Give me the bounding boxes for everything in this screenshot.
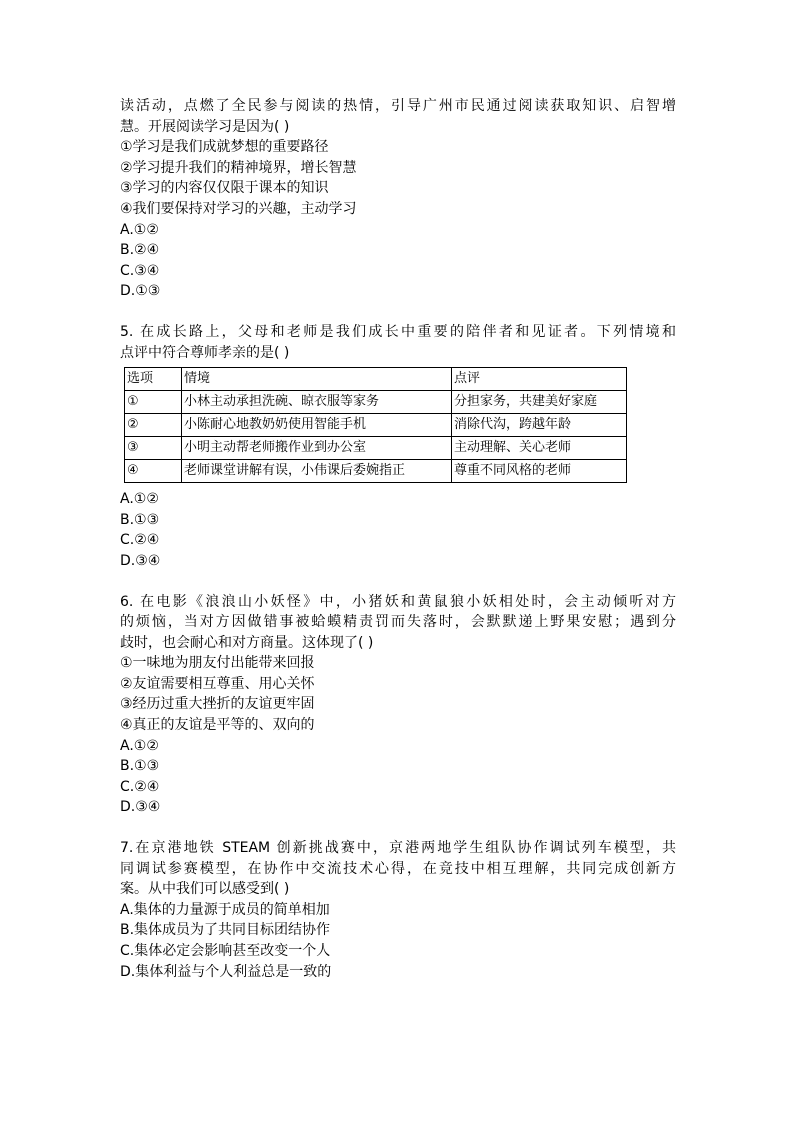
table-row <box>125 460 627 483</box>
question-stem-line: 歧时，也会耐心和对方商量。这体现了( ) <box>120 634 374 651</box>
table-row <box>125 437 627 460</box>
table-header-cell: 选项 <box>125 368 182 391</box>
statement-item: ③学习的内容仅仅限于课本的知识 <box>120 180 329 197</box>
table-cell: 小林主动承担洗碗、晾衣服等家务 <box>182 391 452 414</box>
answer-option: B.集体成员为了共同目标团结协作 <box>120 922 331 939</box>
answer-option: D.③④ <box>120 799 161 816</box>
table-cell: 消除代沟，跨越年龄 <box>452 414 627 437</box>
question-4 <box>120 96 676 302</box>
statement-item: ②友谊需要相互尊重、用心关怀 <box>120 675 315 692</box>
table-cell: ③ <box>125 437 182 460</box>
table-header-row <box>125 368 627 391</box>
table-cell: 小陈耐心地教奶奶使用智能手机 <box>182 414 452 437</box>
statement-item: ①学习是我们成就梦想的重要路径 <box>120 139 329 156</box>
statement-item: ④真正的友谊是平等的、双向的 <box>120 717 315 734</box>
answer-option: C.集体必定会影响甚至改变一个人 <box>120 943 331 959</box>
table-header-cell: 点评 <box>452 368 627 391</box>
table-cell: 分担家务，共建美好家庭 <box>452 391 627 414</box>
table-cell: 小明主动帮老师搬作业到办公室 <box>182 437 452 460</box>
answer-option: A.①② <box>120 737 159 754</box>
statement-item: ②学习提升我们的精神境界，增长智慧 <box>120 159 357 176</box>
question-stem-line: 5. 在成长路上，父母和老师是我们成长中重要的陪伴者和见证者。下列情境和 <box>120 323 676 340</box>
table-row <box>125 391 627 414</box>
question-stem-line: 读活动，点燃了全民参与阅读的热情，引导广州市民通过阅读获取知识、启智增 <box>120 98 676 114</box>
answer-option: B.②④ <box>120 242 160 259</box>
statement-item: ④我们要保持对学习的兴趣，主动学习 <box>120 200 357 217</box>
question-stem-line: 点评中符合尊师孝亲的是( ) <box>120 344 290 361</box>
question-stem-line: 同调试参赛模型，在协作中交流技术心得，在竞技中相互理解，共同完成创新方 <box>120 860 676 877</box>
table-cell: 老师课堂讲解有误，小伟课后委婉指正 <box>182 460 452 483</box>
table-cell: ② <box>125 414 182 437</box>
table-row <box>125 414 627 437</box>
answer-option: D.①③ <box>120 283 161 300</box>
table-header-cell: 情境 <box>182 368 452 391</box>
answer-option: B.①③ <box>120 758 160 775</box>
document-page <box>120 96 676 982</box>
question-5 <box>120 322 676 572</box>
question-stem-line: 7.在京港地铁 STEAM 创新挑战赛中，京港两地学生组队协作调试列车模型，共 <box>120 840 676 857</box>
answer-option: D.③④ <box>120 552 161 569</box>
statement-item: ①一味地为朋友付出能带来回报 <box>120 655 315 672</box>
table-cell: ① <box>125 391 182 414</box>
answer-option: D.集体利益与个人利益总是一致的 <box>120 963 332 980</box>
statement-item: ③经历过重大挫折的友谊更牢固 <box>120 696 315 713</box>
answer-option: B.①③ <box>120 511 160 528</box>
table-cell: ④ <box>125 460 182 483</box>
answer-option: C.③④ <box>120 262 160 279</box>
question-stem-line: 慧。开展阅读学习是因为( ) <box>120 118 290 135</box>
question-stem-line: 的烦恼，当对方因做错事被蛤蟆精责罚而失落时，会默默递上野果安慰；遇到分 <box>120 614 676 631</box>
answer-option: A.①② <box>120 491 159 508</box>
question-stem-line: 6. 在电影《浪浪山小妖怪》中，小猪妖和黄鼠狼小妖相处时，会主动倾听对方 <box>120 593 676 610</box>
question-stem-line: 案。从中我们可以感受到( ) <box>120 881 290 898</box>
scenario-table <box>124 367 627 483</box>
answer-option: A.集体的力量源于成员的简单相加 <box>120 901 330 918</box>
answer-option: A.①② <box>120 221 159 238</box>
table-cell: 尊重不同风格的老师 <box>452 460 627 483</box>
answer-option: C.②④ <box>120 532 160 549</box>
answer-option: C.②④ <box>120 778 160 795</box>
question-6 <box>120 592 676 819</box>
question-7 <box>120 838 676 982</box>
table-cell: 主动理解、关心老师 <box>452 437 627 460</box>
